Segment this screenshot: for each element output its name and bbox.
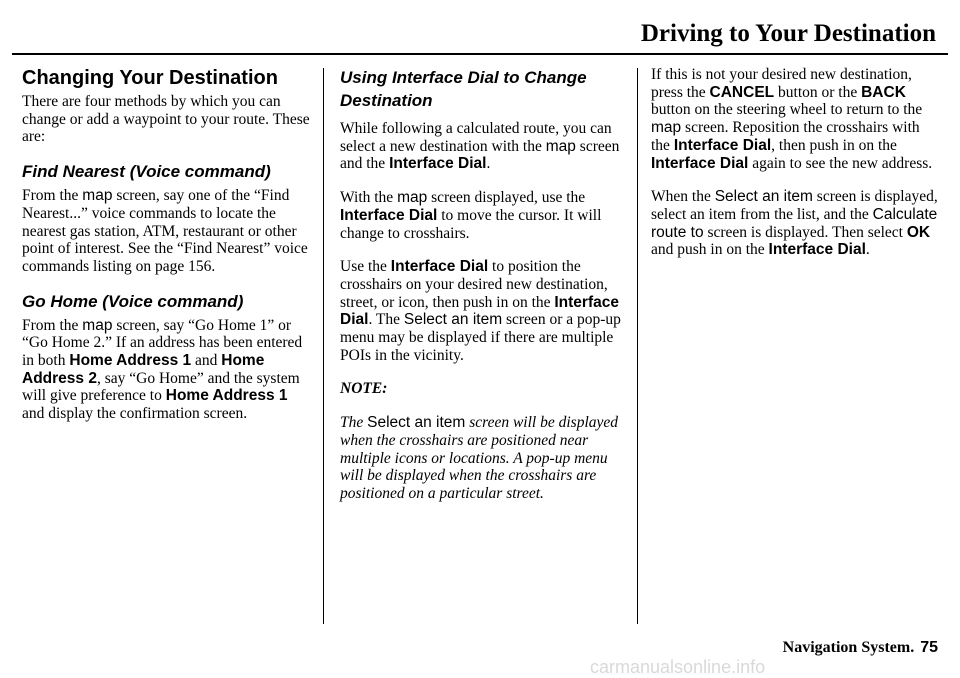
ui-term-select-an-item: Select an item — [714, 188, 813, 206]
go-home-paragraph: From the map screen, say “Go Home 1” or “Go Home 2.” If an address has been entered in both Home Address 1 and Home Address 2, say “Go Home” and the system will give preference to Home Address 1 and display the confirmation screen. — [22, 316, 303, 423]
ui-term-back: BACK — [861, 83, 906, 101]
ui-term-map: map — [397, 189, 428, 207]
footer-section-name: Navigation System — [782, 639, 911, 656]
ui-term-select-an-item: Select an item — [403, 311, 503, 329]
note-body: The Select an item screen will be displayed when the crosshairs are positioned near multiple icons or locations. A pop-up menu will be displayed when the crosshairs are positioned on a particular street. — [340, 414, 619, 502]
ui-term-interface-dial: Interface Dial — [673, 136, 772, 154]
interface-dial-paragraph-1: While following a calculated route, you can select a new destination with the map screen and the Interface Dial. — [340, 120, 620, 173]
column-2 — [340, 66, 624, 519]
interface-dial-paragraph-2: With the map screen displayed, use the Interface Dial to move the cursor. It will change to crosshairs. — [340, 189, 602, 242]
watermark-text: carmanualsonline.info — [590, 657, 766, 677]
ui-term-interface-dial: Interface Dial — [340, 206, 438, 224]
page-number: 75 — [920, 639, 938, 656]
page-header-title: Driving to Your Destination — [640, 20, 936, 47]
ui-term-interface-dial: Interface Dial — [651, 154, 749, 172]
interface-dial-paragraph-3: Use the Interface Dial to position the crosshairs on your desired new destination, street, or icon, then push in on the Interface Dial. The Select an item screen or a pop-up menu may be displayed if there are multiple POIs in the vicinity. — [340, 258, 621, 364]
ui-term-ok: OK — [906, 223, 931, 241]
go-home-heading: Go Home (Voice command) — [22, 291, 244, 311]
ui-term-interface-dial: Interface Dial — [389, 155, 487, 173]
column-1 — [22, 66, 312, 439]
ui-term-interface-dial: Interface Dial — [768, 241, 866, 259]
cancel-paragraph: If this is not your desired new destination, press the CANCEL button or the BACK button on the steering wheel to return to the map screen. Reposition the crosshairs with the Interface Dial, then push in on the Interface Dial again to see the new address. — [651, 66, 933, 172]
ui-term-select-an-item: Select an item — [367, 414, 466, 432]
ui-term-home-address-1: Home Address 1 — [69, 352, 192, 370]
ui-term-calculate-route-to: Calculate route to — [651, 205, 938, 241]
ui-term-home-address-2: Home Address 2 — [22, 352, 265, 387]
column-divider-2 — [637, 68, 638, 624]
select-item-paragraph: When the Select an item screen is displayed, select an item from the list, and the Calculate route to screen is displayed. Then select OK and push in on the Interface Dial. — [651, 188, 938, 259]
header-rule — [12, 53, 948, 55]
ui-term-interface-dial: Interface Dial — [340, 293, 619, 329]
find-nearest-heading: Find Nearest (Voice command) — [22, 162, 271, 182]
footer-separator: . — [910, 639, 915, 656]
section-heading: Changing Your Destination — [22, 67, 278, 89]
ui-term-map: map — [82, 187, 113, 205]
ui-term-interface-dial: Interface Dial — [390, 258, 489, 276]
ui-term-map: map — [545, 137, 576, 155]
column-divider-1 — [323, 68, 324, 624]
ui-term-home-address-1: Home Address 1 — [165, 387, 288, 405]
find-nearest-paragraph: From the map screen, say one of the “Find Nearest...” voice commands to locate the nearest gas station, ATM, restaurant or other point of interest. See the “Find Nearest” voice commands listing on page 156. — [22, 187, 308, 275]
ui-term-cancel: CANCEL — [709, 83, 775, 101]
intro-paragraph: There are four methods by which you can change or add a waypoint to your route. These are: — [22, 93, 310, 146]
ui-term-map: map — [651, 119, 682, 137]
interface-dial-heading: Using Interface Dial to Change Destination — [340, 68, 587, 110]
ui-term-map: map — [82, 316, 113, 334]
column-3 — [651, 66, 941, 275]
note-label: NOTE: — [340, 380, 388, 398]
page-footer — [783, 639, 938, 657]
